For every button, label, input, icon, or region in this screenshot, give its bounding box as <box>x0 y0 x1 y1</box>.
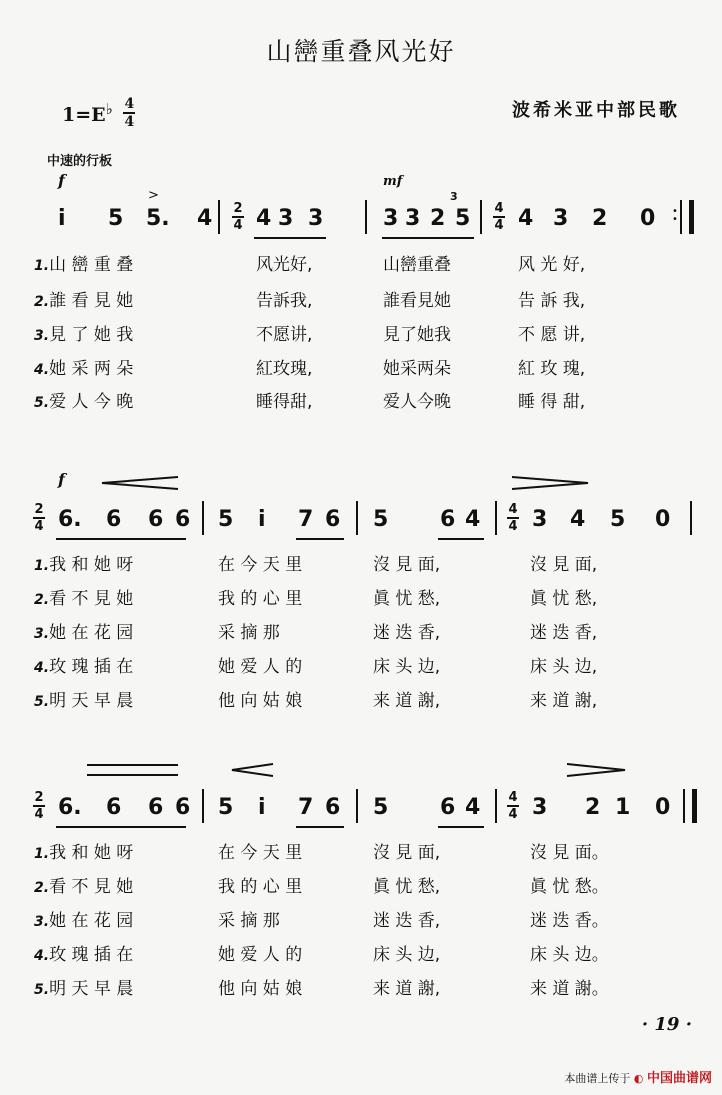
notes-line-3 <box>0 790 722 835</box>
key-label: 1=E <box>62 104 106 126</box>
dynamic-f: f <box>58 171 65 190</box>
dynamic-mf: mf <box>383 174 403 189</box>
note: 2 <box>585 795 601 820</box>
crescendo-hairpin <box>100 475 180 491</box>
beam <box>56 826 186 828</box>
note: 3 <box>278 206 294 231</box>
note: 3 <box>532 507 548 532</box>
notes-line-2 <box>0 502 722 547</box>
time-sig-2-4: 2 4 <box>233 201 243 233</box>
page-title: 山巒重叠风光好 <box>266 37 456 66</box>
note: 4 <box>570 507 586 532</box>
note: 1 <box>615 795 631 820</box>
accent-mark: > <box>148 188 159 203</box>
note: 3 <box>405 206 421 231</box>
decrescendo-hairpin <box>565 762 627 778</box>
note: 5 <box>455 206 471 231</box>
beam <box>438 826 484 828</box>
note: 6 <box>325 507 341 532</box>
note: 5 <box>218 795 234 820</box>
note: 4 <box>465 795 481 820</box>
beam <box>254 237 326 239</box>
time-sig-4-4: 4 4 <box>508 790 518 822</box>
note: i <box>58 206 66 231</box>
note: 6 <box>175 507 191 532</box>
brand-logo-icon: ◐ <box>633 1072 644 1085</box>
note: 4 <box>465 507 481 532</box>
beam <box>382 237 474 239</box>
time-sig-2-4: 2 4 <box>34 502 44 534</box>
note: 6 <box>148 795 164 820</box>
page-number: · 19 · <box>641 1014 692 1035</box>
note: 5 <box>373 507 389 532</box>
note: 0 <box>655 507 671 532</box>
note: 6. <box>58 795 82 820</box>
note: 2 <box>430 206 446 231</box>
note: 3 <box>532 795 548 820</box>
note: 6. <box>58 507 82 532</box>
repeat-dots: • • <box>672 206 678 225</box>
hairpin <box>85 762 180 778</box>
grace-note: 3 <box>450 190 458 203</box>
footer-text: 本曲谱上传于 <box>564 1072 631 1085</box>
beam <box>296 826 344 828</box>
ts-top: 4 <box>124 96 135 112</box>
note: 5 <box>373 795 389 820</box>
note: 5 <box>108 206 124 231</box>
dynamic-f: f <box>58 470 65 489</box>
tempo-marking: 中速的行板 <box>47 154 113 169</box>
note: 7 <box>298 507 314 532</box>
note: 3 <box>308 206 324 231</box>
note: 0 <box>640 206 656 231</box>
beam <box>438 538 484 540</box>
key-signature <box>62 96 135 132</box>
notes-line-1 <box>0 190 722 246</box>
note: 0 <box>655 795 671 820</box>
note: 6 <box>106 507 122 532</box>
song-origin: 波希米亚中部民歌 <box>512 100 680 121</box>
note: 6 <box>148 507 164 532</box>
note: 6 <box>175 795 191 820</box>
note: 4 <box>197 206 213 231</box>
note: 7 <box>298 795 314 820</box>
note: 4 <box>256 206 272 231</box>
note: 3 <box>553 206 569 231</box>
note: 2 <box>592 206 608 231</box>
time-sig-4-4: 4 4 <box>508 502 518 534</box>
note: i <box>258 795 266 820</box>
note: 6 <box>106 795 122 820</box>
note: i <box>258 507 266 532</box>
time-sig-2-4: 2 4 <box>34 790 44 822</box>
time-sig-4-4: 4 4 <box>494 201 504 233</box>
beam <box>56 538 186 540</box>
footer-brand: 中国曲谱网 <box>646 1071 712 1086</box>
note: 3 <box>383 206 399 231</box>
note: 5 <box>610 507 626 532</box>
beam <box>296 538 344 540</box>
crescendo-hairpin <box>230 762 275 778</box>
key-time-signature <box>123 97 135 129</box>
note: 6 <box>325 795 341 820</box>
decrescendo-hairpin <box>510 475 590 491</box>
ts-bottom: 4 <box>124 114 135 130</box>
note: 5 <box>218 507 234 532</box>
note: 4 <box>518 206 534 231</box>
note: 6 <box>440 507 456 532</box>
note: 6 <box>440 795 456 820</box>
note: 5. <box>146 206 170 231</box>
footer-watermark <box>564 1067 712 1086</box>
flat-sign: ♭ <box>105 100 113 118</box>
